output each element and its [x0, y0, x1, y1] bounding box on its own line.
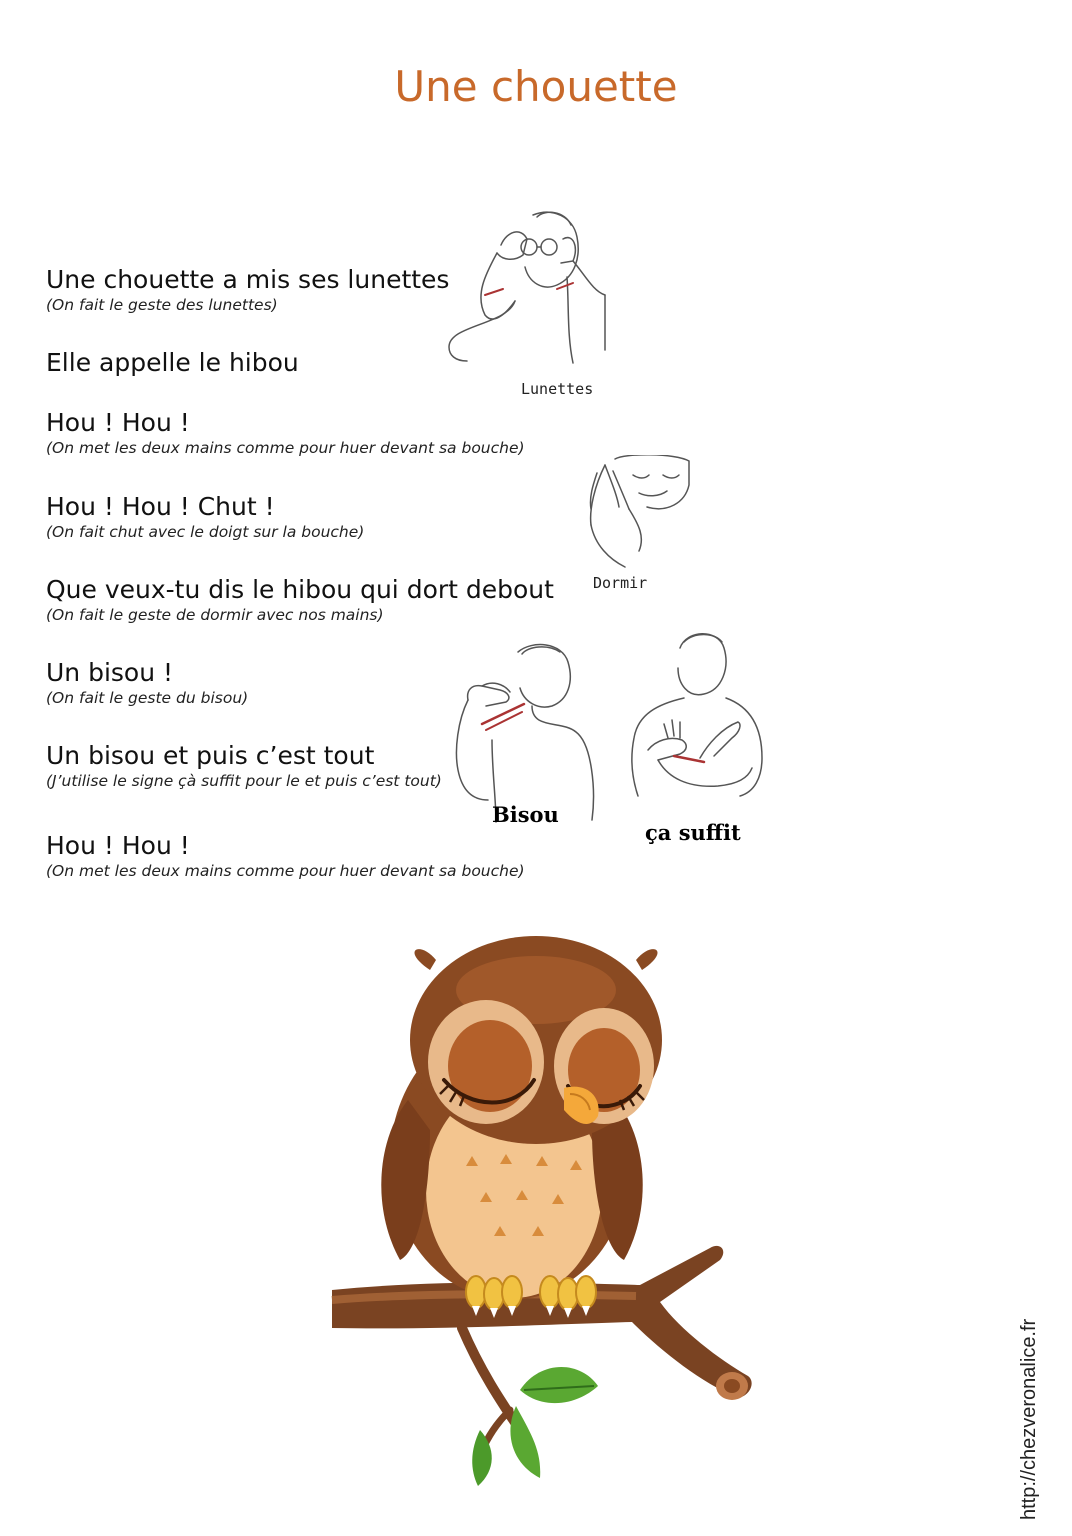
- verse-line: Un bisou et puis c’est tout: [46, 741, 375, 770]
- verse-note: (On fait le geste des lunettes): [46, 296, 278, 314]
- sign-label-lunettes: Lunettes: [521, 380, 594, 398]
- verse-note: (On met les deux mains comme pour huer devant sa bouche): [46, 862, 525, 880]
- sign-label-bisou: Bisou: [492, 802, 559, 827]
- owl-head: [410, 936, 662, 1144]
- verse-4: [46, 491, 364, 541]
- page-title: Une chouette: [394, 62, 678, 111]
- verse-6: [46, 657, 248, 707]
- verse-note: (On fait le geste du bisou): [46, 689, 249, 707]
- sign-dormir-illustration: [585, 455, 695, 592]
- verse-7: [46, 740, 442, 790]
- sign-label-dormir: Dormir: [593, 574, 648, 592]
- sleeping-owl-illustration: [280, 930, 760, 1494]
- verse-line: Que veux-tu dis le hibou qui dort debout: [46, 575, 554, 604]
- verse-note: (On fait le geste de dormir avec nos mains): [46, 606, 384, 624]
- verse-5: [46, 574, 554, 624]
- footer-url: http://chezveronalice.fr: [1018, 1318, 1040, 1520]
- verse-note: (J’utilise le signe çà suffit pour le et puis c’est tout): [46, 772, 442, 790]
- verse-1: [46, 264, 449, 314]
- verse-line: Un bisou !: [46, 658, 174, 687]
- sign-bisou-illustration: [452, 640, 602, 825]
- verse-line: Hou ! Hou !: [46, 408, 190, 437]
- verse-note: (On met les deux mains comme pour huer devant sa bouche): [46, 439, 525, 457]
- verse-line: Hou ! Hou ! Chut !: [46, 492, 275, 521]
- sign-label-ca-suffit: ça suffit: [645, 820, 741, 845]
- verse-2: [46, 347, 299, 379]
- verse-3: [46, 407, 525, 457]
- verse-line: Une chouette a mis ses lunettes: [46, 265, 450, 294]
- sign-ca-suffit-illustration: [628, 628, 768, 845]
- verse-8: [46, 830, 525, 880]
- verse-line: Elle appelle le hibou: [46, 348, 299, 377]
- sign-lunettes-illustration: [445, 205, 610, 398]
- verse-note: (On fait chut avec le doigt sur la bouche): [46, 523, 365, 541]
- verse-line: Hou ! Hou !: [46, 831, 190, 860]
